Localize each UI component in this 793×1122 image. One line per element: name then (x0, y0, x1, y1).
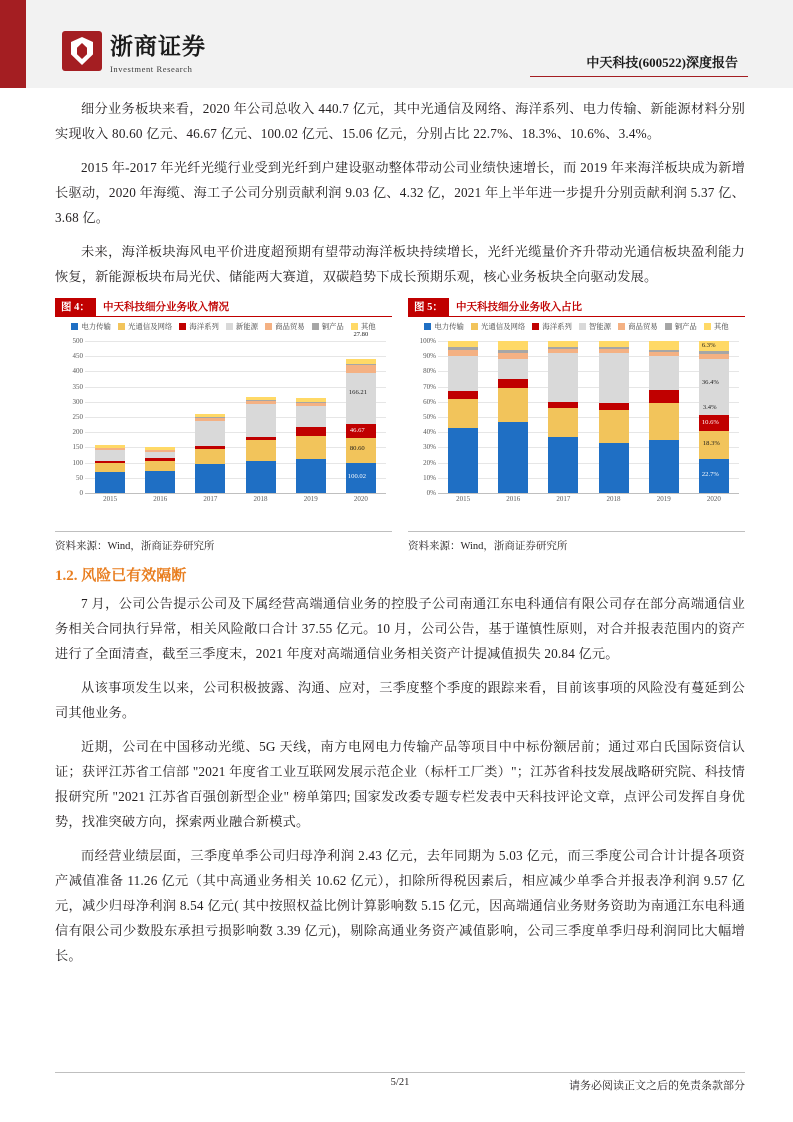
bar-group (195, 341, 225, 493)
footer-disclaimer: 请务必阅读正文之后的免责条款部分 (569, 1080, 745, 1092)
legend-swatch (265, 323, 272, 330)
figure-5-source: 资料来源：Wind，浙商证券研究所 (408, 531, 745, 553)
legend-swatch (618, 323, 625, 330)
legend-label: 电力传输 (434, 322, 464, 331)
y-tick: 40% (423, 428, 436, 437)
y-tick: 150 (72, 443, 83, 452)
paragraph: 7 月，公司公告提示公司及下属经营高端通信业务的控股子公司南通江东电科通信有限公司存在部分高端通信业务相关合同执行异常，相关风险敞口合计 37.55 亿元。10 月，公司公告，基于谨慎性原则，对合并报表范围内的资产进行了全面清查，截至三季度末，2021 年度对高端通信业务相关资产计提减值损失 20.84 亿元。 (55, 596, 745, 661)
figure-4-legend (55, 321, 392, 332)
legend-item (424, 321, 464, 332)
figure-4-chart (55, 331, 392, 519)
figure-5-legend (408, 321, 745, 332)
legend-swatch (424, 323, 431, 330)
legend-swatch (226, 323, 233, 330)
legend-item (618, 321, 658, 332)
legend-label: 海洋系列 (189, 322, 219, 331)
footer-divider (55, 1072, 745, 1073)
legend-item (226, 321, 258, 332)
y-tick: 250 (72, 413, 83, 421)
y-tick: 30% (423, 443, 436, 452)
bar-label: 3.4% (702, 403, 717, 411)
legend-label: 海洋系列 (542, 322, 572, 331)
shield-icon (62, 31, 102, 71)
legend-item (265, 321, 305, 332)
y-tick: 450 (72, 352, 83, 361)
document-body (55, 96, 745, 977)
legend-label: 电力传输 (81, 322, 111, 331)
figure-5-y-axis (408, 337, 438, 497)
legend-item (471, 321, 525, 332)
legend-item (71, 321, 111, 332)
y-tick: 0 (79, 489, 83, 497)
bar-group (296, 341, 326, 493)
bar-label: 18.3% (702, 439, 720, 447)
paragraph: 细分业务板块来看，2020 年公司总收入 440.7 亿元，其中光通信及网络、海洋系列、电力传输、新能源材料分别实现收入 80.60 亿元、46.67 亿元、100.02 亿元、15.06 亿元，分别占比 22.7%、18.3%、10.6%、3.4%。 (55, 101, 745, 141)
legend-label: 铜产品 (321, 322, 344, 331)
page-number: 5/21 (390, 1077, 410, 1088)
bar-group (649, 341, 679, 493)
y-tick: 100 (72, 458, 83, 467)
legend-label: 其他 (360, 322, 376, 331)
x-tick: 2020 (353, 495, 368, 503)
figure-5-title: 中天科技细分业务收入占比 (456, 302, 582, 313)
logo-company-name: 浙商证券 (110, 34, 206, 59)
legend-swatch (118, 323, 125, 330)
x-tick: 2017 (556, 495, 571, 503)
figure-5-caption (408, 298, 745, 317)
legend-swatch (704, 323, 711, 330)
paragraph: 近期，公司在中国移动光缆、5G 天线，南方电网电力传输产品等项目中中标份额居前；通过邓白氏国际资信认证；获评江苏省工信部 "2021 年度省工业互联网发展示范企业（标杆工厂类）"；江苏省科技发展战略研究院、科技情报研究所 "2021 江苏省百强创新型企业" 榜单第四; 国家发改委专题专栏发表中天科技评论文章，点评公司发挥自身优势，找准突破方向，探索两业融合新模式。 (55, 739, 745, 829)
legend-label: 智能源 (588, 322, 612, 331)
figure-4-source: 资料来源：Wind，浙商证券研究所 (55, 531, 392, 553)
bar-group (548, 341, 578, 493)
paragraph: 2015 年-2017 年光纤光缆行业受到光纤到户建设驱动整体带动公司业绩快速增长，而 2019 年来海洋板块成为新增长驱动，2020 年海缆、海工子公司分别贡献利润 9.03 亿、4.32 亿，2021 年上半年进一步提升分别贡献利润 5.37 亿、3.68 亿。 (55, 160, 745, 225)
figure-4-tag: 图 4： (55, 298, 96, 317)
legend-item (312, 321, 344, 332)
y-tick: 90% (423, 352, 436, 361)
bar-label: 10.6% (701, 418, 719, 426)
y-tick: 350 (72, 382, 83, 391)
legend-swatch (179, 323, 186, 330)
bar-group (145, 341, 175, 493)
header-accent-bar (0, 0, 26, 88)
x-tick: 2018 (253, 495, 268, 503)
legend-swatch (71, 323, 78, 330)
x-tick: 2019 (656, 495, 671, 503)
x-tick: 2020 (706, 495, 721, 503)
paragraph: 而经营业绩层面，三季度单季公司归母净利润 2.43 亿元，去年同期为 5.03 亿元，而三季度公司合计计提各项资产减值准备 11.26 亿元（其中高通业务相关 10.62 亿元），扣除所得税因素后，相应减少单季合并报表净利润 9.57 亿元，减少归母净利润 8.54 亿元( 其中按照权益比例计算影响数 5.15 亿元，因高端通信业务财务资助为南通江东电科通信有限公司少数股东承担亏损影响数 3.39 亿元)，剔除高通业务资产减值影响，公司三季度单季归母利润同比大幅增长。 (55, 848, 745, 963)
figure-4-title: 中天科技细分业务收入情况 (103, 302, 229, 313)
y-tick: 0% (426, 489, 436, 497)
legend-label: 商品贸易 (275, 322, 305, 331)
legend-label: 光通信及网络 (127, 322, 173, 331)
y-tick: 70% (423, 382, 436, 391)
bar-group (699, 341, 729, 493)
bar-group (599, 341, 629, 493)
company-logo (62, 28, 206, 74)
bar-label: 46.67 (349, 426, 365, 434)
figure-5-bars (438, 341, 739, 493)
y-tick: 300 (72, 397, 83, 406)
figure-4-plot-area (55, 317, 392, 529)
bar-group (95, 341, 125, 493)
figure-4-y-axis (55, 337, 85, 497)
x-tick: 2015 (103, 495, 118, 503)
report-title: 中天科技(600522)深度报告 (586, 55, 738, 70)
x-tick: 2015 (456, 495, 471, 503)
y-tick: 50% (423, 413, 436, 421)
figure-5-gridlines (438, 341, 739, 494)
x-tick: 2019 (303, 495, 318, 503)
figure-4-gridlines (85, 331, 386, 494)
figure-4-bars (85, 331, 386, 493)
logo-company-subtitle: Investment Research (110, 64, 193, 74)
bar-group (448, 341, 478, 493)
bar-label: 166.21 (348, 389, 367, 397)
x-tick: 2018 (606, 495, 621, 503)
figures-row (55, 298, 745, 550)
y-tick: 10% (423, 473, 436, 482)
legend-swatch (665, 323, 672, 330)
legend-item (665, 321, 697, 332)
section-heading: 1.2. 风险已有效隔断 (55, 568, 187, 584)
y-tick: 60% (423, 397, 436, 406)
legend-label: 光通信及网络 (480, 322, 526, 331)
legend-item (704, 321, 729, 332)
y-tick: 200 (72, 428, 83, 437)
page-footer (55, 1072, 745, 1097)
legend-item (532, 321, 572, 332)
bar-label: 80.60 (349, 445, 365, 453)
header-divider (530, 76, 748, 77)
legend-swatch (532, 323, 539, 330)
y-tick: 80% (423, 367, 436, 376)
legend-label: 商品贸易 (628, 322, 658, 331)
y-tick: 400 (72, 367, 83, 376)
bar-label: 22.7% (701, 470, 719, 478)
y-tick: 50 (76, 473, 83, 482)
legend-label: 新能源 (235, 322, 259, 331)
bar-group (246, 341, 276, 493)
paragraph: 从该事项发生以来，公司积极披露、沟通、应对，三季度整个季度的跟踪来看，目前该事项的风险没有蔓延到公司其他业务。 (55, 680, 745, 720)
bar-label: 100.02 (347, 472, 366, 480)
figure-5 (408, 298, 745, 550)
y-tick: 500 (72, 337, 83, 345)
legend-label: 铜产品 (674, 322, 697, 331)
legend-swatch (579, 323, 586, 330)
y-tick: 100% (419, 337, 436, 345)
legend-item (118, 321, 172, 332)
bar-group (498, 341, 528, 493)
legend-item (179, 321, 219, 332)
figure-5-chart (408, 337, 745, 519)
legend-swatch (471, 323, 478, 330)
x-tick: 2016 (506, 495, 521, 503)
figure-5-plot-area (408, 317, 745, 529)
figure-5-x-axis (438, 495, 739, 503)
bar-group (346, 331, 376, 493)
y-tick: 20% (423, 458, 436, 467)
bar-label: 6.3% (701, 342, 716, 350)
legend-label: 其他 (713, 322, 729, 331)
figure-5-tag: 图 5： (408, 298, 449, 317)
bar-label: 36.4% (701, 379, 719, 387)
page-header (0, 0, 793, 88)
x-tick: 2017 (203, 495, 218, 503)
bar-label: 27.80 (353, 331, 369, 338)
figure-4-x-axis (85, 495, 386, 503)
figure-4 (55, 298, 392, 550)
figure-4-caption (55, 298, 392, 317)
paragraph: 未来，海洋板块海风电平价进度超预期有望带动海洋板块持续增长，光纤光缆量价齐升带动光通信板块盈利能力恢复，新能源板块布局光伏、储能两大赛道，双碳趋势下成长预期乐观，核心业务板块全向驱动发展。 (55, 244, 745, 284)
legend-item (579, 321, 611, 332)
x-tick: 2016 (153, 495, 168, 503)
legend-swatch (351, 323, 358, 330)
legend-swatch (312, 323, 319, 330)
